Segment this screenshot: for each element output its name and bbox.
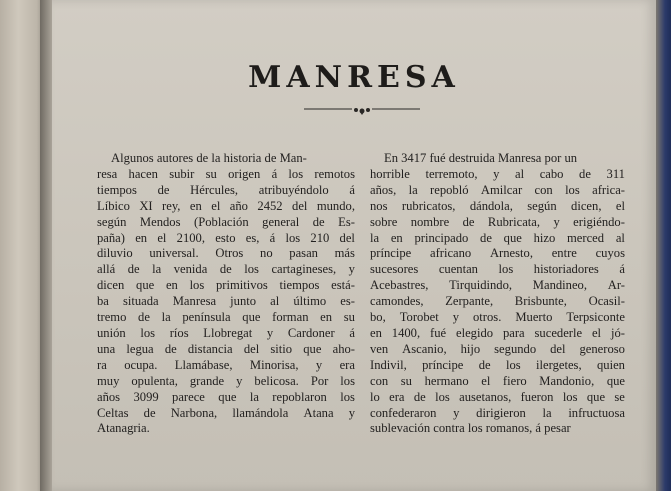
text-line: diluvio universal. Otros no pasan más [97, 246, 355, 261]
text-line: tiempos de Hércules, atribuyéndolo á [97, 182, 355, 197]
text-line: unión los ríos Llobregat y Cardoner á [97, 325, 355, 340]
text-line: ven Ascanio, hijo segundo del generoso [370, 341, 625, 356]
text-line: nos rubricatos, dándola, según dicen, el [370, 198, 625, 213]
text-line: Acebastres, Tirquidindo, Mandineo, Ar- [370, 278, 625, 293]
text-line: años 3099 parece que la repoblaron los [97, 389, 355, 404]
text-line: bo, Torobet y otros. Muerto Terpsiconte [370, 310, 625, 325]
text-line: confederaron y dirigieron la infructuosa [370, 405, 625, 420]
text-column-left [97, 151, 355, 437]
text-line: Líbico XI rey, en el año 2452 del mundo, [97, 198, 355, 213]
text-line: lo era de los ausetanos, fueron los que se [370, 389, 625, 404]
text-line: horrible terremoto, y al cabo de 311 [370, 166, 625, 181]
text-line: sucesores cuentan los historiadores á [370, 262, 625, 277]
text-line: camondes, Zerpante, Brisbunte, Ocasil- [370, 294, 625, 309]
title-ornament [302, 104, 422, 116]
text-line: dicen que en los primitivos tiempos está- [97, 278, 355, 293]
text-line: paña) en el 2100, esto es, á los 210 del [97, 230, 355, 245]
text-line: Celtas de Narbona, llamándola Atana y [97, 405, 355, 420]
text-line: con su hermano el fiero Mandonio, que [370, 373, 625, 388]
text-line: ra ocupa. Llamábase, Minorisa, y era [97, 357, 355, 372]
text-line: Algunos autores de la historia de Man- [111, 151, 307, 165]
text-line: resa hacen subir su origen á los remotos [97, 166, 355, 181]
text-line: sublevación contra los romanos, á pesar [370, 421, 571, 436]
text-line: Atanagria. [97, 421, 150, 436]
text-line: príncipe africano Arnesto, entre cuyos [370, 246, 625, 261]
text-line: la en principado de que hizo merced al [370, 230, 625, 245]
text-line: una legua de distancia del sitio que aho- [97, 341, 355, 356]
text-line: ba situada Manresa junto al último es- [97, 294, 355, 309]
book-cover-edge [656, 0, 671, 491]
text-line: muy opulenta, grande y belicosa. Por los [97, 373, 355, 388]
text-line: En 3417 fué destruida Manresa por un [384, 151, 578, 165]
text-line: sobre nombre de Rubricata, y erigiéndo- [370, 214, 625, 229]
text-line: tremo de la península que forman en su [97, 310, 355, 325]
text-line: años, la repobló Amilcar con los africa- [370, 182, 625, 197]
page-title: MANRESA [248, 60, 460, 95]
text-line: Indivil, príncipe de los ilergetes, quien [370, 357, 625, 372]
text-column-right [370, 151, 625, 437]
text-line: en 1400, fué elegido para sucederle el jó- [370, 325, 625, 340]
text-line: según Mendos (Población general de Es- [97, 214, 355, 229]
text-line: allá de la venida de los cartagineses, y [97, 262, 355, 277]
